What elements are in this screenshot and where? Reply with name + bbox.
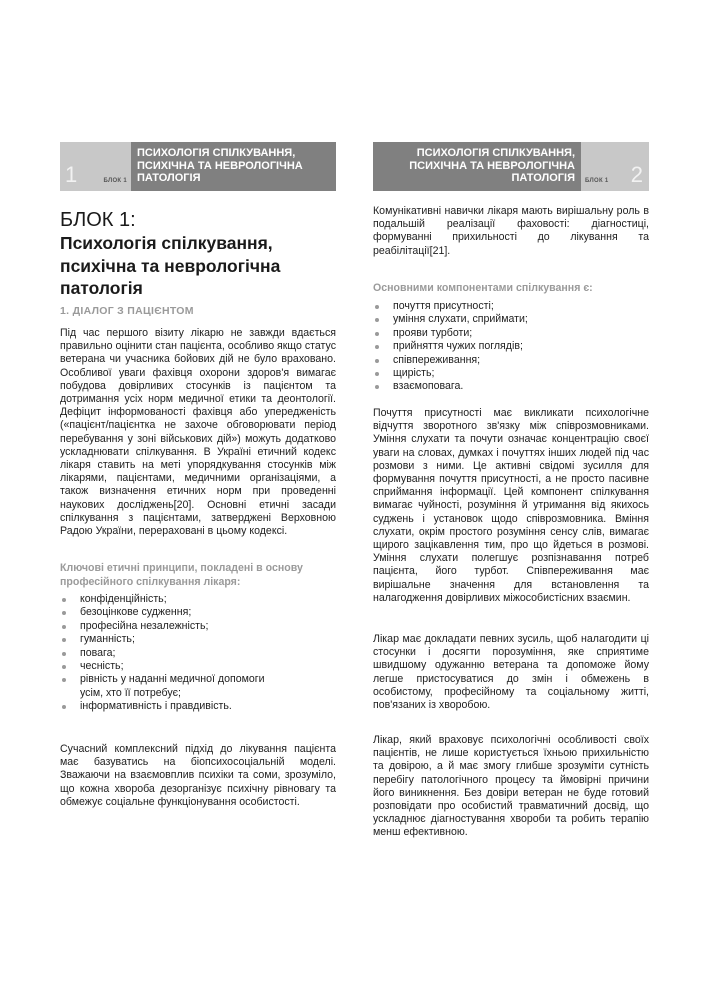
section-heading: 1. ДІАЛОГ З ПАЦІЄНТОМ xyxy=(60,305,194,317)
left-page-header xyxy=(60,142,336,191)
header-title: ПСИХОЛОГІЯ СПІЛКУВАННЯ, ПСИХІЧНА ТА НЕВРОЛОГІЧНА ПАТОЛОГІЯ xyxy=(131,142,336,191)
list-item: взаємоповага. xyxy=(373,380,649,393)
page-number: 1 xyxy=(65,162,78,187)
list-item: щирість; xyxy=(373,367,649,380)
list-item: співпереживання; xyxy=(373,354,649,367)
page-number: 2 xyxy=(630,162,643,187)
paragraph-text: Комунікативні навички лікаря мають вирішальну роль в подальшій реалізації фаховості: діагностиці, формуванні прихильності до лікування та реабілітації[21]. xyxy=(373,205,649,257)
left-page xyxy=(60,0,336,1000)
paragraph-text: Під час першого візиту лікарю не завжди вдається правильно оцінити стан пацієнта, особливо якщо статус ветерана чи учасника бойових дій не було враховано. Особливої уваги фахівця охорони здоров'я вимагає побудова довірливих стосунків із пацієнтом та дотримання усіх норм медичної етики та деонтології. Дефіцит інформованості фахівця або упередженість («пацієнт/пацієнтка не захоче обговорювати період перебування у зоні військових дій») можуть додатково ускладнювати спілкування. В Україні етичний кодекс лікаря ставить на меті упорядкування стосунків між лікарями, пацієнтами, медичними організаціями, а також визначення етичних норм при проведенні наукових досліджень[20]. Основні етичні засади спілкування з пацієнтами, затверджені Верховною Радою України, перераховані в цьому кодексі. xyxy=(60,327,336,538)
list-item: уміння слухати, сприймати; xyxy=(373,313,649,326)
principles-list xyxy=(60,593,336,714)
right-page-header xyxy=(373,142,649,191)
components-list xyxy=(373,300,649,394)
list-item: прийняття чужих поглядів; xyxy=(373,340,649,353)
page-number-box xyxy=(581,142,649,191)
paragraph-text: Лікар має докладати певних зусиль, щоб налагодити ці стосунки і досягти порозуміння, яке сприятиме швидшому одужанню ветерана та допоможе йому легше пристосуватися до змін і обмежень в особистому, професійному та соціальному житті, пов'язаних із хворобою. xyxy=(373,633,649,712)
subheading: Основними компонентами спілкування є: xyxy=(373,282,593,294)
list-item: повага; xyxy=(60,647,336,660)
paragraph xyxy=(60,743,336,809)
block-label: БЛОК 1 xyxy=(103,178,127,184)
block-heading xyxy=(60,208,336,300)
block-label: БЛОК 1 xyxy=(585,178,609,184)
block-number-heading: БЛОК 1: xyxy=(60,209,136,231)
paragraph xyxy=(373,407,649,605)
paragraph-text: Почуття присутності має викликати психологічне відчуття зворотного зв'язку між співрозмовниками. Уміння слухати та почути означає концентрацію своєї уваги на словах, думках і почуттях інших людей під час розмови з ними. Це активні свідомі зусилля для формування почуття присутності, а не просто пасивне сприймання інформації. Цей компонент спілкування вимагає чуйності, розуміння й утримання від якихось суджень і установок щодо співрозмовника. Вміння слухати, окрім простого розуміння сенсу слів, вимагає щирого зацікавлення тим, про що йдеться в розмові. Уміння слухати полегшує розпізнавання потреб пацієнта, його турбот. Співпереживання має вирішальне значення для встановлення та налагодження довірливих міжособистісних взаємин. xyxy=(373,407,649,604)
list-item: рівність у наданні медичної допомоги усім, хто її потребує; xyxy=(60,673,336,700)
paragraph xyxy=(373,633,649,712)
list-item: безоцінкове судження; xyxy=(60,606,336,619)
paragraph xyxy=(60,327,336,538)
paragraph-text: Сучасний комплексний підхід до лікування пацієнта має базуватись на біопсихосоціальній моделі. Зважаючи на взаємовплив психіки та соми, зрозуміло, що кожна хвороба дезорганізує психічну рівновагу та обмежує соціальне функціонування особистості. xyxy=(60,743,336,808)
right-page xyxy=(373,0,649,1000)
page-number-box xyxy=(60,142,131,191)
paragraph-text: Лікар, який враховує психологічні особливості своїх пацієнтів, не лише користується їхньою прихильністю та довірою, а й має змогу глибше зрозуміти сутність перебігу патологічного процесу та ймовірні причини його виникнення. Без довіри ветеран не буде готовий розповідати про особистий травматичний досвід, що ускладнює діагностування хвороби та робить терапію менш ефективною. xyxy=(373,734,649,839)
paragraph xyxy=(373,205,649,258)
subheading: Ключові етичні принципи, покладені в основу професійного спілкування лікаря: xyxy=(60,562,303,588)
block-title: Психологія спілкування, психічна та неврологічна патологія xyxy=(60,233,281,298)
list-item: інформативність і правдивість. xyxy=(60,700,336,713)
list-item: прояви турботи; xyxy=(373,327,649,340)
list-item: конфіденційність; xyxy=(60,593,336,606)
list-item: гуманність; xyxy=(60,633,336,646)
header-title: ПСИХОЛОГІЯ СПІЛКУВАННЯ, ПСИХІЧНА ТА НЕВРОЛОГІЧНА ПАТОЛОГІЯ xyxy=(373,142,581,191)
paragraph xyxy=(373,734,649,840)
list-item: професійна незалежність; xyxy=(60,620,336,633)
list-item: чесність; xyxy=(60,660,336,673)
list-item: почуття присутності; xyxy=(373,300,649,313)
